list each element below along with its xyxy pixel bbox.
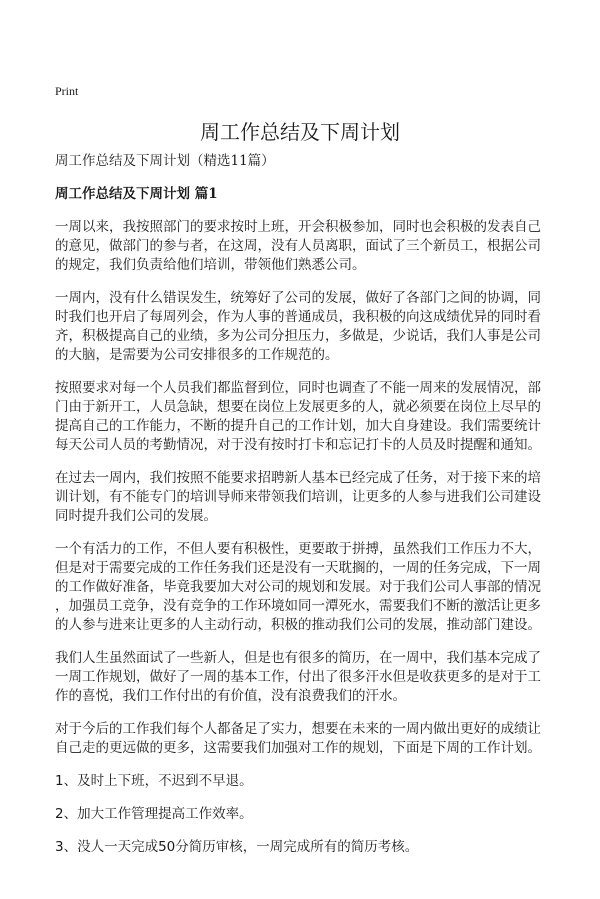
section-heading: 周工作总结及下周计划 篇1 <box>55 186 218 202</box>
paragraph <box>55 720 555 758</box>
paragraph <box>55 649 555 706</box>
paragraph-line: 作的喜悦，我们工作付出的有价值，没有浪费我们的汗水。 <box>55 688 406 704</box>
paragraph <box>55 838 555 857</box>
paragraph-line: 一周工作规划，做好了一周的基本工作，付出了很多汗水但是收获更多的是对于工 <box>55 669 541 685</box>
paragraph-line: 一周内，没有什么错误发生，统筹好了公司的发展，做好了各部门之间的协调，同 <box>55 290 541 306</box>
paragraph-line: 训计划，有不能专门的培训导师来带领我们培训，让更多的人参与进我们公司建设 <box>55 489 541 505</box>
paragraph-line: 的工作做好准备，毕竟我要加大对公司的规划和发展。对于我们公司人事部的情况 <box>55 579 541 595</box>
paragraph-line: 2、加大工作管理提高工作效率。 <box>55 806 253 822</box>
paragraph-line: 一个有活力的工作，不但人要有积极性，更要敢于拼搏，虽然我们工作压力不大， <box>55 541 541 557</box>
paragraph-line: 我们人生虽然面试了一些新人，但是也有很多的简历，在一周中，我们基本完成了 <box>55 650 541 666</box>
document-title: 周工作总结及下周计划 <box>200 120 400 144</box>
paragraph-line: 3、没人一天完成50分简历审核，一周完成所有的简历考核。 <box>55 839 419 855</box>
paragraph-line: 的大脑，是需要为公司安排很多的工作规范的。 <box>55 347 339 363</box>
paragraph-line: 的规定，我们负责给他们培训，带领他们熟悉公司。 <box>55 257 366 273</box>
paragraph-line: ，加强员工竞争，没有竞争的工作环境如同一潭死水，需要我们不断的激活让更多 <box>55 598 541 614</box>
paragraph <box>55 218 555 275</box>
paragraph-line: 门由于新开工，人员急缺，想要在岗位上发展更多的人，就必须要在岗位上尽早的 <box>55 399 541 415</box>
paragraph-line: 每天公司人员的考勤情况，对于没有按时打卡和忘记打卡的人员及时提醒和通知。 <box>55 437 541 453</box>
print-label: Print <box>55 84 79 98</box>
document-body <box>55 152 555 871</box>
paragraph-line: 齐，积极提高自己的业绩，多为公司分担压力，多做是，少说话，我们人事是公司 <box>55 328 541 344</box>
paragraph-line: 在过去一周内，我们按照不能要求招聘新人基本已经完成了任务，对于接下来的培 <box>55 470 541 486</box>
paragraph <box>55 289 555 365</box>
paragraph <box>55 379 555 455</box>
paragraph <box>55 805 555 824</box>
paragraphs <box>55 218 555 857</box>
paragraph-line: 自己走的更远做的更多，这需要我们加强对工作的规划，下面是下周的工作计划。 <box>55 740 541 756</box>
paragraph <box>55 540 555 635</box>
paragraph-line: 对于今后的工作我们每个人都备足了实力，想要在未来的一周内做出更好的成绩让 <box>55 721 541 737</box>
paragraph-line: 1、及时上下班，不迟到不早退。 <box>55 773 253 789</box>
paragraph <box>55 469 555 526</box>
paragraph-line: 的意见，做部门的参与者，在这周，没有人员离职，面试了三个新员工，根据公司 <box>55 238 541 254</box>
paragraph-line: 一周以来，我按照部门的要求按时上班，开会积极参加，同时也会积极的发表自己 <box>55 219 541 235</box>
paragraph-line: 的人参与进来让更多的人主动行动，积极的推动我们公司的发展，推动部门建设。 <box>55 617 541 633</box>
paragraph-line: 按照要求对每一个人员我们都监督到位，同时也调查了不能一周来的发展情况，部 <box>55 380 541 396</box>
paragraph-line: 但是对于需要完成的工作任务我们还是没有一天耽搁的，一周的任务完成，下一周 <box>55 560 541 576</box>
paragraph-line: 提高自己的工作能力，不断的提升自己的工作计划，加大自身建设。我们需要统计 <box>55 418 541 434</box>
paragraph-line: 时我们也开启了每周列会，作为人事的普通成员，我积极的向这成绩优异的同时看 <box>55 309 541 325</box>
document-subtitle: 周工作总结及下周计划（精选11篇） <box>55 153 275 169</box>
paragraph-line: 同时提升我们公司的发展。 <box>55 508 217 524</box>
paragraph <box>55 772 555 791</box>
